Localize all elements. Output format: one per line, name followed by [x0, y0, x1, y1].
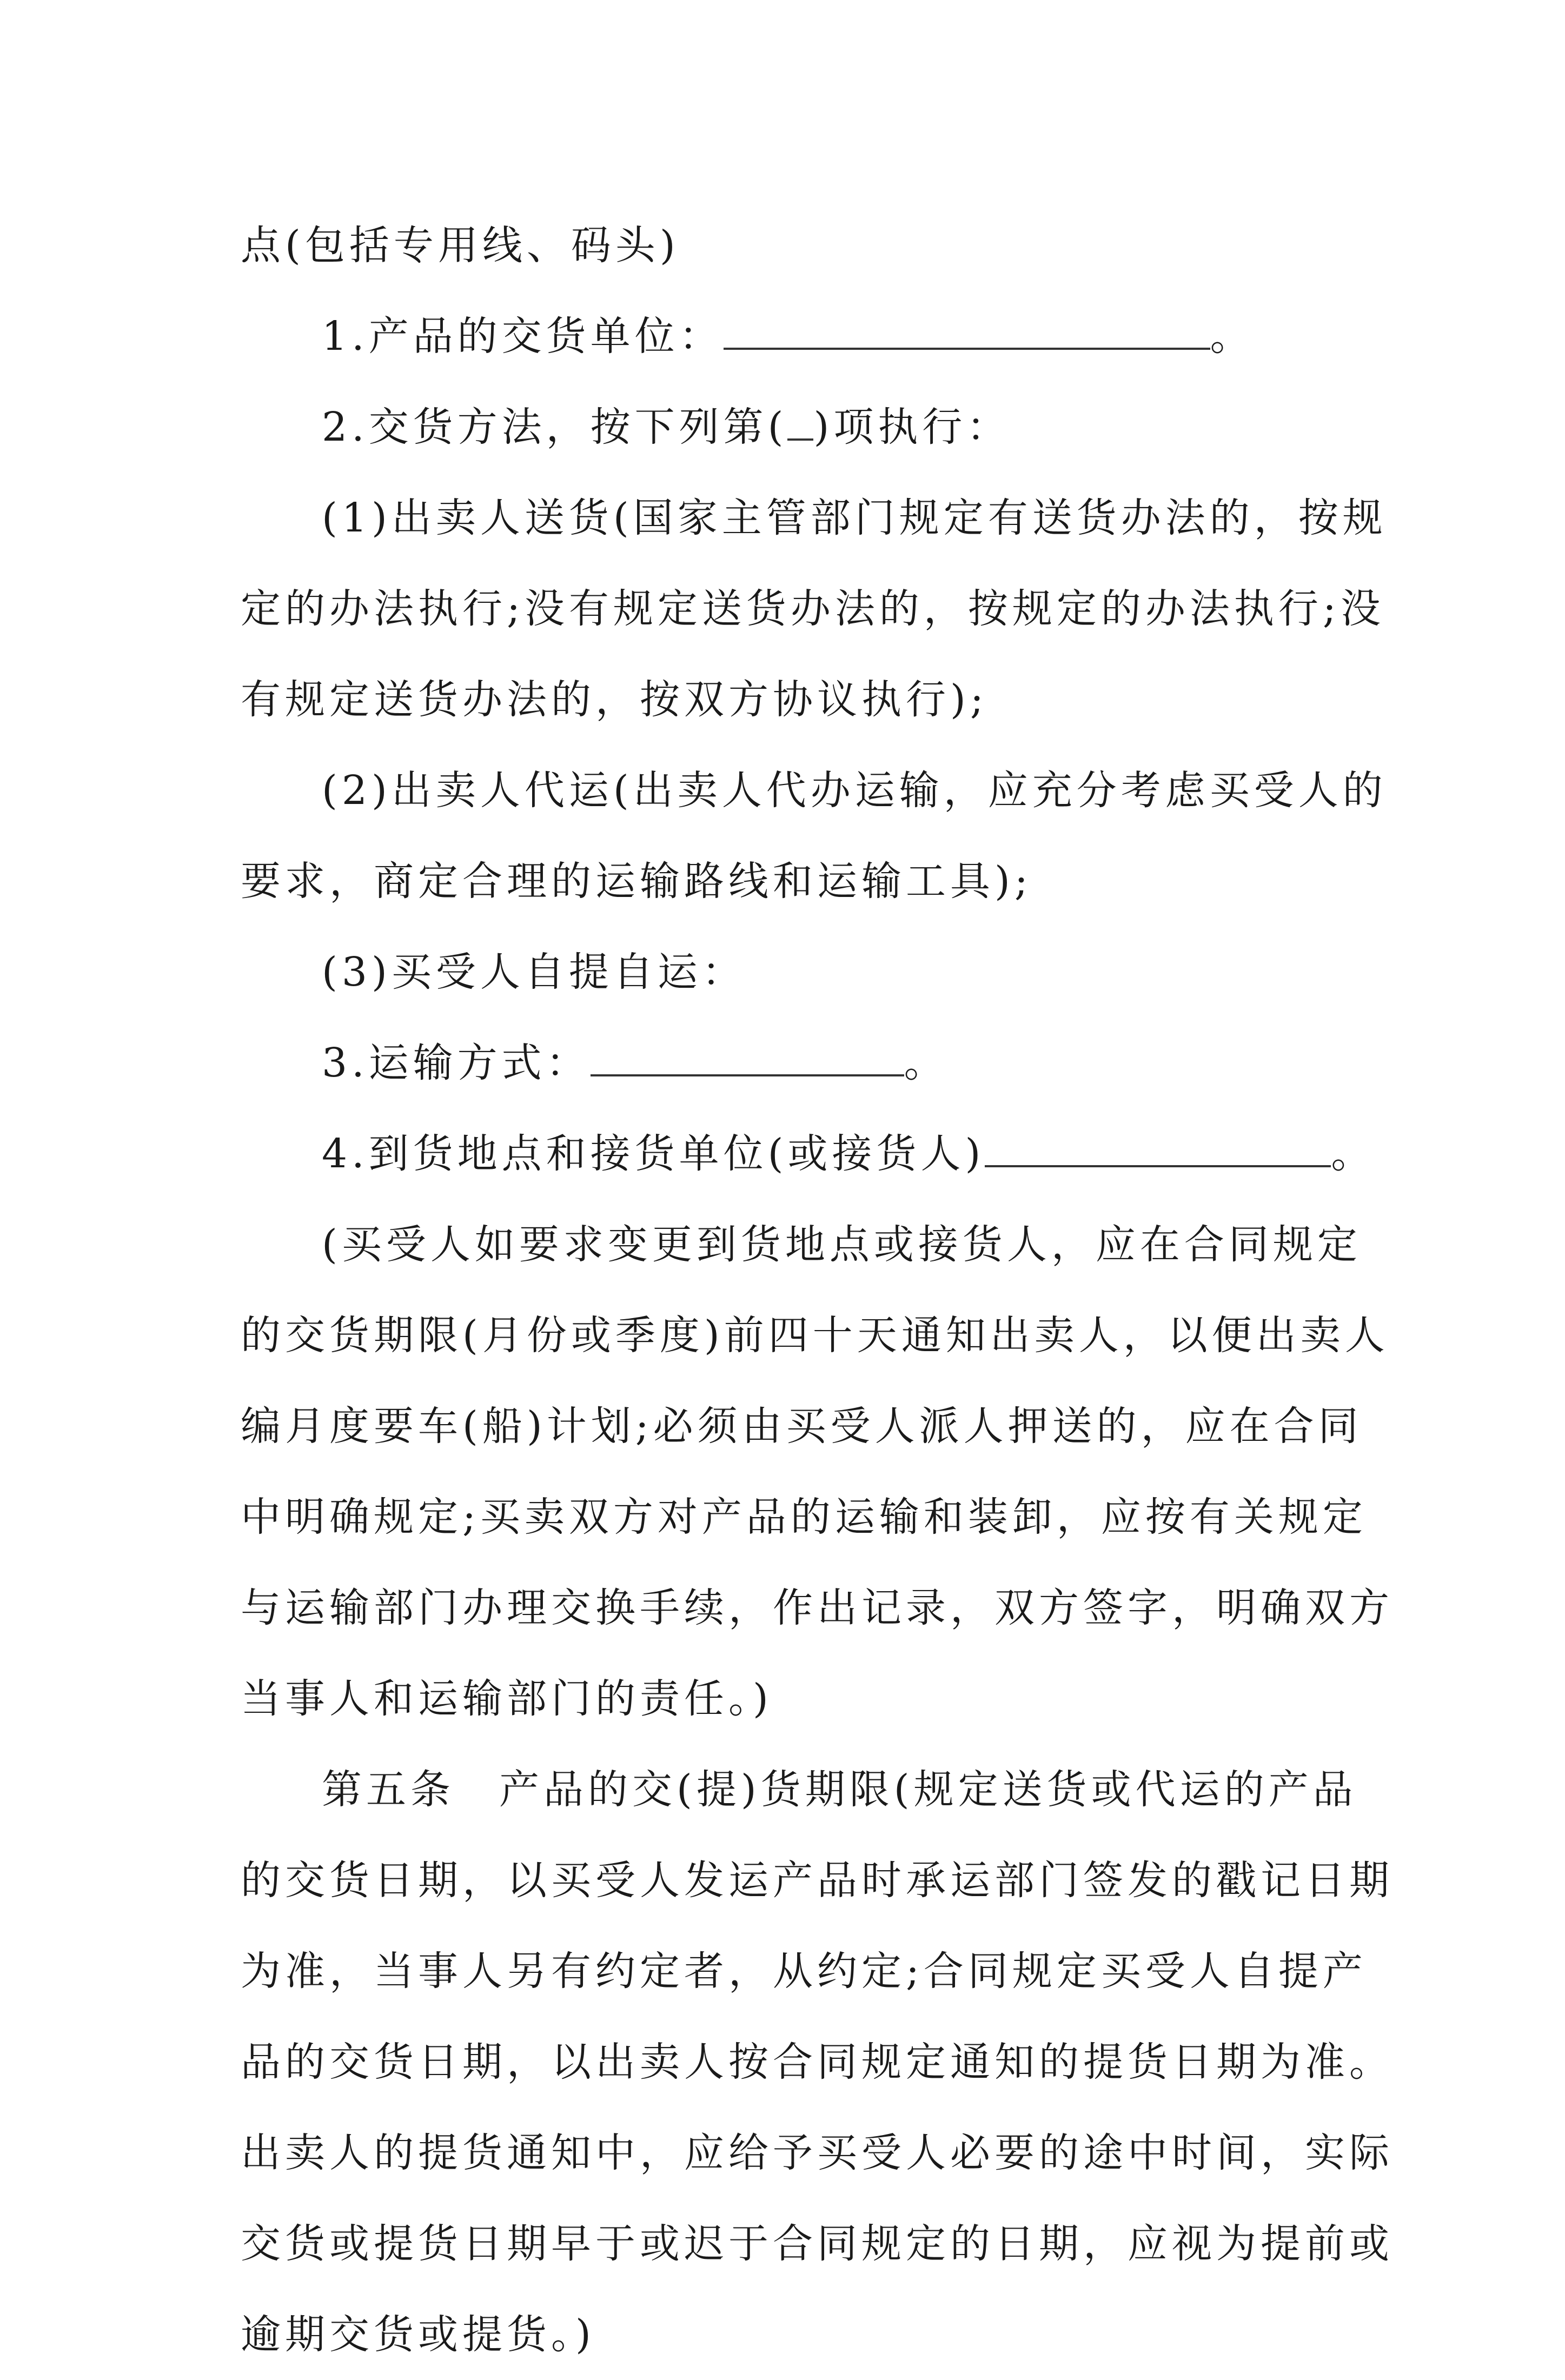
delivery-unit-blank [724, 310, 1210, 350]
transport-mode-blank [591, 1036, 904, 1076]
delivery-unit-label: 1.产品的交货单位： [322, 313, 724, 360]
text-line: 品的交货日期，以出卖人按合同规定通知的提货日期为准。 [241, 2039, 1394, 2085]
delivery-method-label: 2.交货方法，按下列第( [322, 404, 788, 450]
destination-blank [985, 1127, 1331, 1167]
text-line: 点(包括专用线、码头) [241, 222, 680, 269]
text-line: 交货或提货日期早于或迟于合同规定的日期，应视为提前或 [241, 2221, 1394, 2267]
text-line: 中明确规定;买卖双方对产品的运输和装卸，应按有关规定 [241, 1494, 1367, 1540]
text-line: 与运输部门办理交换手续，作出记录，双方签字，明确双方 [241, 1585, 1394, 1631]
text-line: 的交货日期，以买受人发运产品时承运部门签发的戳记日期 [241, 1857, 1394, 1904]
delivery-unit-end: 。 [1210, 313, 1255, 360]
delivery-method-line [241, 382, 1344, 473]
transport-mode-line [241, 1018, 1344, 1108]
transport-mode-label: 3.运输方式： [322, 1040, 591, 1086]
text-line: 逾期交货或提货。) [241, 2311, 595, 2358]
text-line: 要求，商定合理的运输路线和运输工具); [241, 858, 1032, 905]
text-line: 为准，当事人另有约定者，从约定;合同规定买受人自提产 [241, 1948, 1367, 1995]
article-five-heading: 第五条 产品的交(提)货期限(规定送货或代运的产品 [322, 1766, 1357, 1813]
text-line: 编月度要车(船)计划;必须由买受人派人押送的，应在合同 [241, 1403, 1363, 1450]
text-line: 当事人和运输部门的责任。) [241, 1676, 773, 1722]
text-line: 的交货期限(月份或季度)前四十天通知出卖人，以便出卖人 [241, 1312, 1389, 1359]
text-line: 有规定送货办法的，按双方协议执行); [241, 676, 988, 723]
destination-line [241, 1108, 1376, 1199]
destination-end: 。 [1331, 1131, 1376, 1177]
delivery-unit-line [241, 291, 1344, 382]
text-line: 出卖人的提货通知中，应给予买受人必要的途中时间，实际 [241, 2130, 1394, 2176]
destination-label: 4.到货地点和接货单位(或接货人) [322, 1131, 985, 1177]
text-line: 定的办法执行;没有规定送货办法的，按规定的办法执行;没 [241, 586, 1385, 632]
text-line: (2)出卖人代运(出卖人代办运输，应充分考虑买受人的 [322, 767, 1387, 814]
document-body [241, 200, 1394, 2380]
text-line: (1)出卖人送货(国家主管部门规定有送货办法的，按规 [322, 495, 1387, 541]
delivery-method-blank [787, 401, 813, 441]
delivery-method-end: )项执行： [813, 404, 1011, 450]
text-line: (买受人如要求变更到货地点或接货人，应在合同规定 [322, 1221, 1362, 1268]
transport-mode-end: 。 [904, 1040, 949, 1086]
text-line: (3)买受人自提自运： [322, 949, 746, 995]
